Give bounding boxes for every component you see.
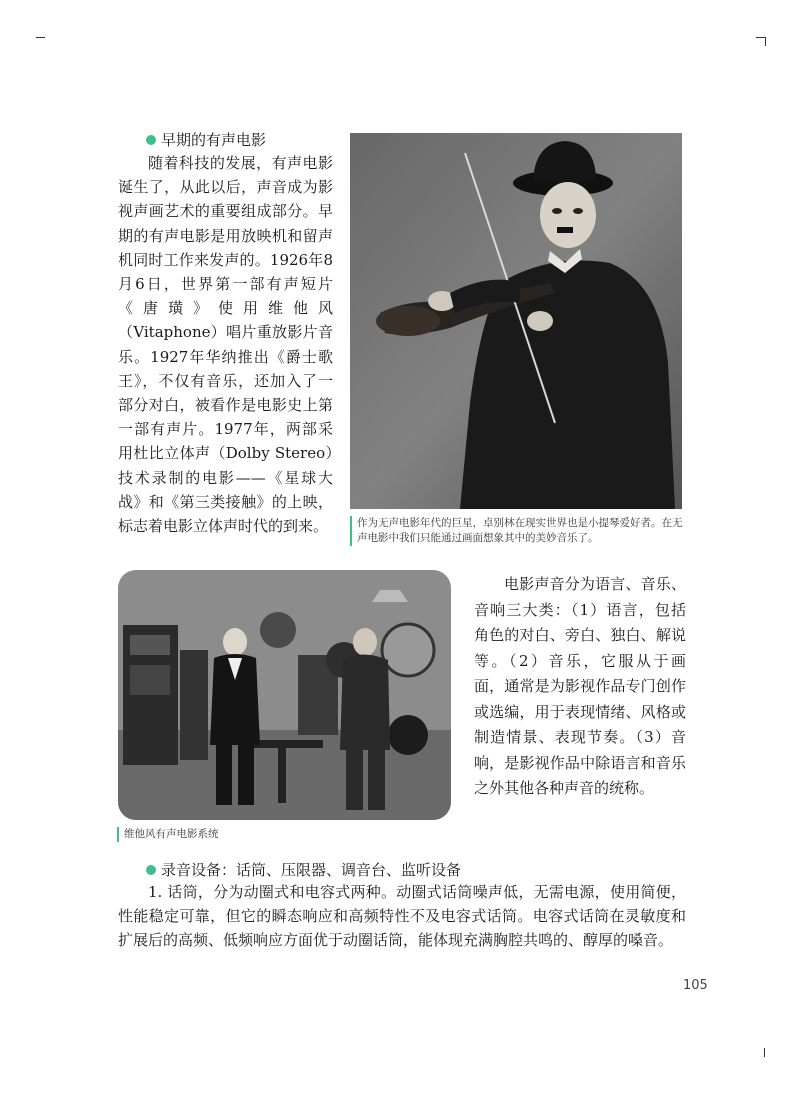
bullet-dot-icon	[146, 135, 156, 145]
section-heading-early-sound-film	[146, 129, 266, 151]
section-heading-recording-equipment	[146, 859, 461, 881]
crop-mark-bottom-right	[764, 1048, 765, 1057]
photo-chaplin-violin	[350, 133, 682, 509]
bullet-dot-icon	[146, 865, 156, 875]
chaplin-illustration	[350, 133, 682, 509]
paragraph-sound-categories: 电影声音分为语言、音乐、音响三大类：（1）语言，包括角色的对白、旁白、独白、解说等。（2）音乐，它服从于画面，通常是为影视作品专门创作或选编，用于表现情绪、风格或制造情景、表现节奏。（3）音响，是影视作品中除语言和音乐之外其他各种声音的统称。	[474, 575, 686, 797]
photo-vitaphone-system	[118, 570, 451, 820]
caption-chaplin: 作为无声电影年代的巨星，卓别林在现实世界也是小提琴爱好者。在无声电影中我们只能通过画面想象其中的美妙音乐了。	[350, 516, 685, 546]
section-heading-text: 早期的有声电影	[161, 131, 267, 149]
section-heading-text: 录音设备：话筒、压限器、调音台、监听设备	[161, 861, 462, 879]
vitaphone-illustration	[118, 570, 451, 820]
paragraph-early-sound-film: 随着科技的发展，有声电影诞生了，从此以后，声音成为影视声画艺术的重要组成部分。早期的有声电影是用放映机和留声机同时工作来发声的。1926年8月6日，世界第一部有声短片《唐璜》使用维他风（Vitaphone）唱片重放影片音乐。1927年华纳推出《爵士歌王》，不仅有音乐，还加入了一部分对白，被看作是电影史上第一部有声片。1977年，两部采用杜比立体声（Dolby Stereo）技术录制的电影——《星球大战》和《第三类接触》的上映，标志着电影立体声时代的到来。	[118, 154, 333, 536]
page-number: 105	[683, 978, 708, 993]
paragraph-microphones: 1. 话筒，分为动圈式和电容式两种。动圈式话筒噪声低，无需电源，使用简便，性能稳定可靠，但它的瞬态响应和高频特性不及电容式话筒。电容式话筒在灵敏度和扩展后的高频、低频响应方面优于动圈话筒，能体现充满胸腔共鸣的、醇厚的嗓音。	[118, 883, 686, 950]
caption-vitaphone: 维他风有声电影系统	[117, 827, 219, 842]
crop-mark-top-left	[36, 37, 45, 38]
crop-mark-top-right-v	[765, 37, 766, 46]
